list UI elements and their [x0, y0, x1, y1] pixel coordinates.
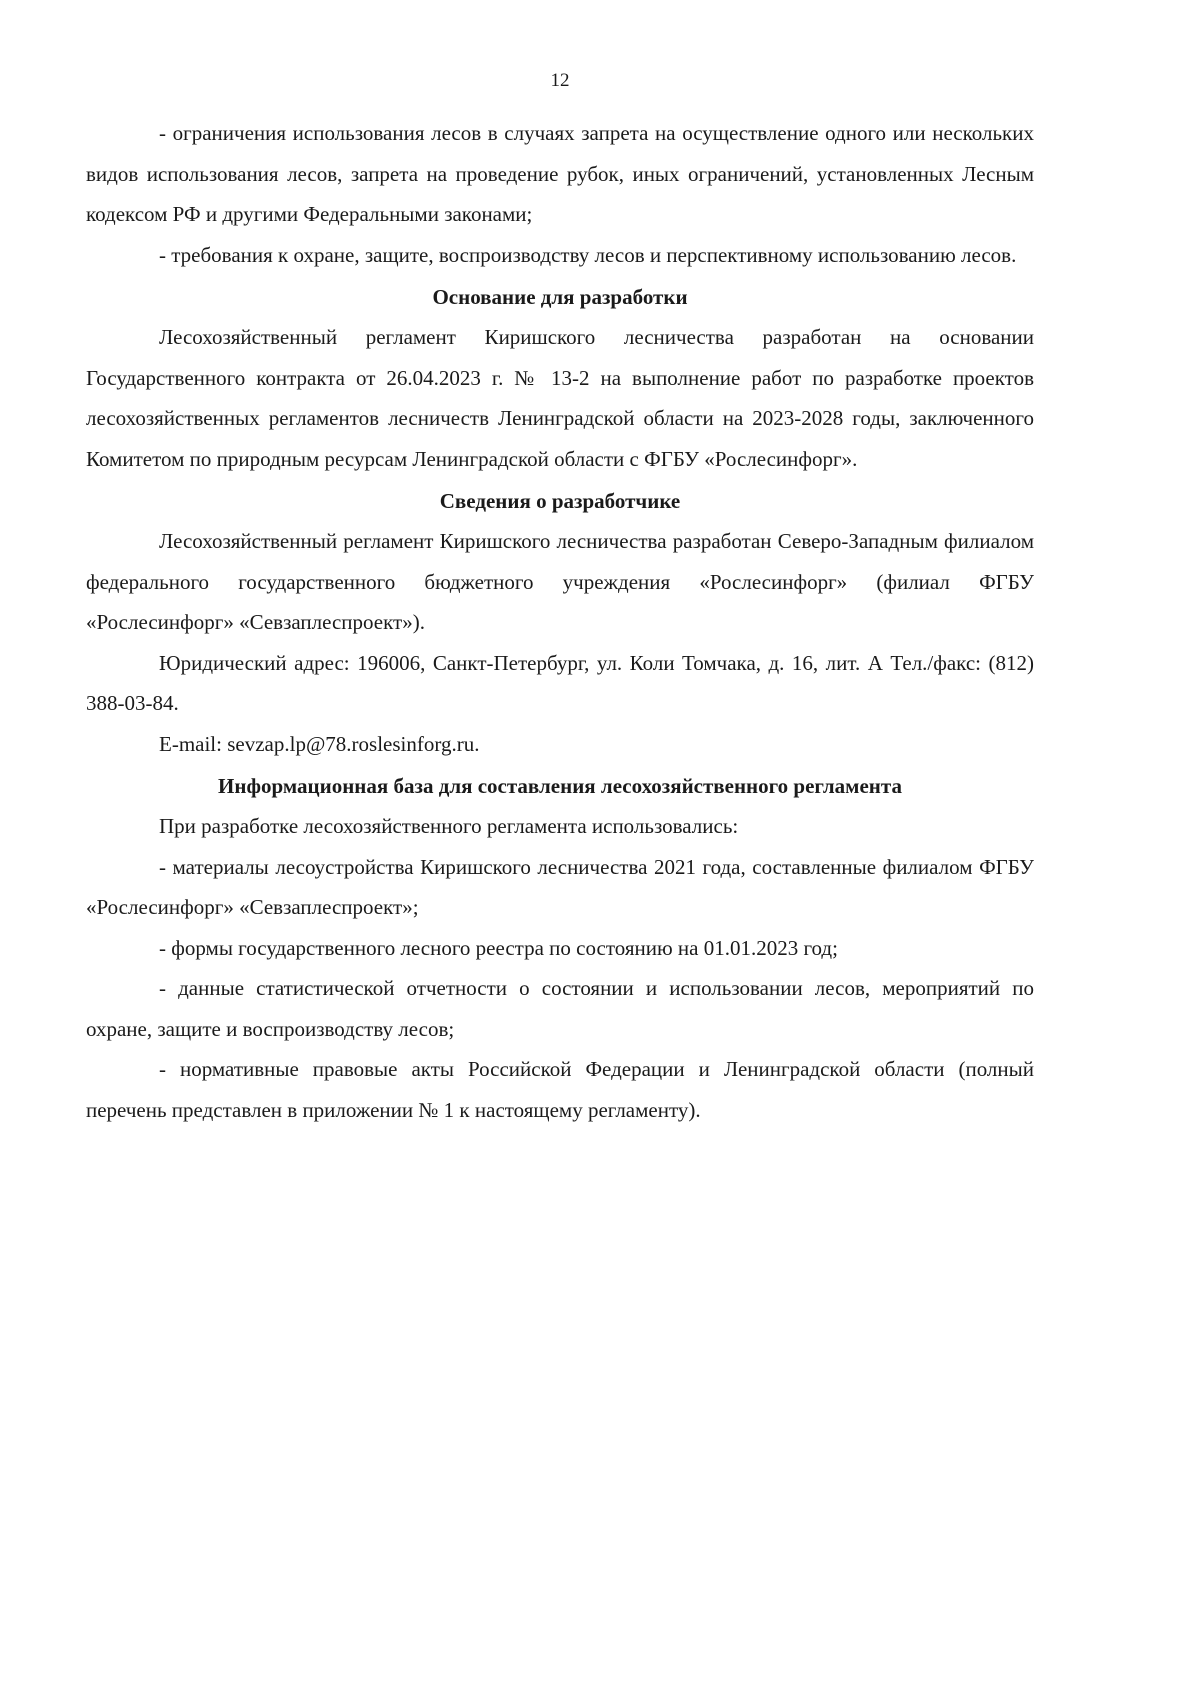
- paragraph-legal-address: Юридический адрес: 196006, Санкт-Петербург, ул. Коли Томчака, д. 16, лит. А Тел./факс: (812) 388-03-84.: [86, 650, 1034, 715]
- info-base-heading: Информационная база для составления лесохозяйственного регламента: [218, 774, 902, 798]
- developer-heading: Сведения о разработчике: [439, 489, 681, 513]
- developer-section: [86, 481, 1034, 764]
- paragraph-forest-use-restrictions: - ограничения использования лесов в случаях запрета на осуществление одного или нескольких видов использования лесов, запрета на проведение рубок, иных ограничений, установленных Лесным кодексом РФ и другими Федеральными законами;: [86, 121, 1034, 226]
- intro-section: [86, 113, 1034, 275]
- basis-section: [86, 277, 1034, 479]
- paragraph-protection-requirements: - требования к охране, защите, воспроизводству лесов и перспективному использованию лесов.: [159, 242, 1017, 267]
- document-body: [86, 113, 1034, 1130]
- paragraph-email: E-mail: sevzap.lp@78.roslesinforg.ru.: [159, 731, 480, 756]
- paragraph-developer-org: Лесохозяйственный регламент Киришского лесничества разработан Северо-Западным филиалом федерального государственного бюджетного учреждения «Рослесинфорг» (филиал ФГБУ «Рослесинфорг» «Севзаплеспроект»).: [86, 529, 1034, 634]
- list-item-forest-registry: - формы государственного лесного реестра по состоянию на 01.01.2023 год;: [159, 935, 838, 960]
- list-item-statistics: - данные статистической отчетности о состоянии и использовании лесов, мероприятий по охране, защите и воспроизводству лесов;: [86, 976, 1034, 1041]
- paragraph-sources-intro: При разработке лесохозяйственного регламента использовались:: [159, 814, 739, 838]
- page-number: 12: [550, 70, 570, 91]
- info-base-section: [86, 766, 1034, 1130]
- basis-heading: Основание для разработки: [432, 285, 688, 309]
- list-item-legal-acts: - нормативные правовые акты Российской Федерации и Ленинградской области (полный перечень представлен в приложении № 1 к настоящему регламенту).: [86, 1057, 1034, 1122]
- list-item-forest-inventory: - материалы лесоустройства Киришского лесничества 2021 года, составленные филиалом ФГБУ «Рослесинфорг» «Севзаплеспроект»;: [86, 854, 1034, 919]
- paragraph-contract-basis: Лесохозяйственный регламент Киришского лесничества разработан на основании Государственного контракта от 26.04.2023 г. № 13-2 на выполнение работ по разработке проектов лесохозяйственных регламентов лесничеств Ленинградской области на 2023-2028 годы, заключенного Комитетом по природным ресурсам Ленинградской области с ФГБУ «Рослесинфорг».: [86, 325, 1034, 471]
